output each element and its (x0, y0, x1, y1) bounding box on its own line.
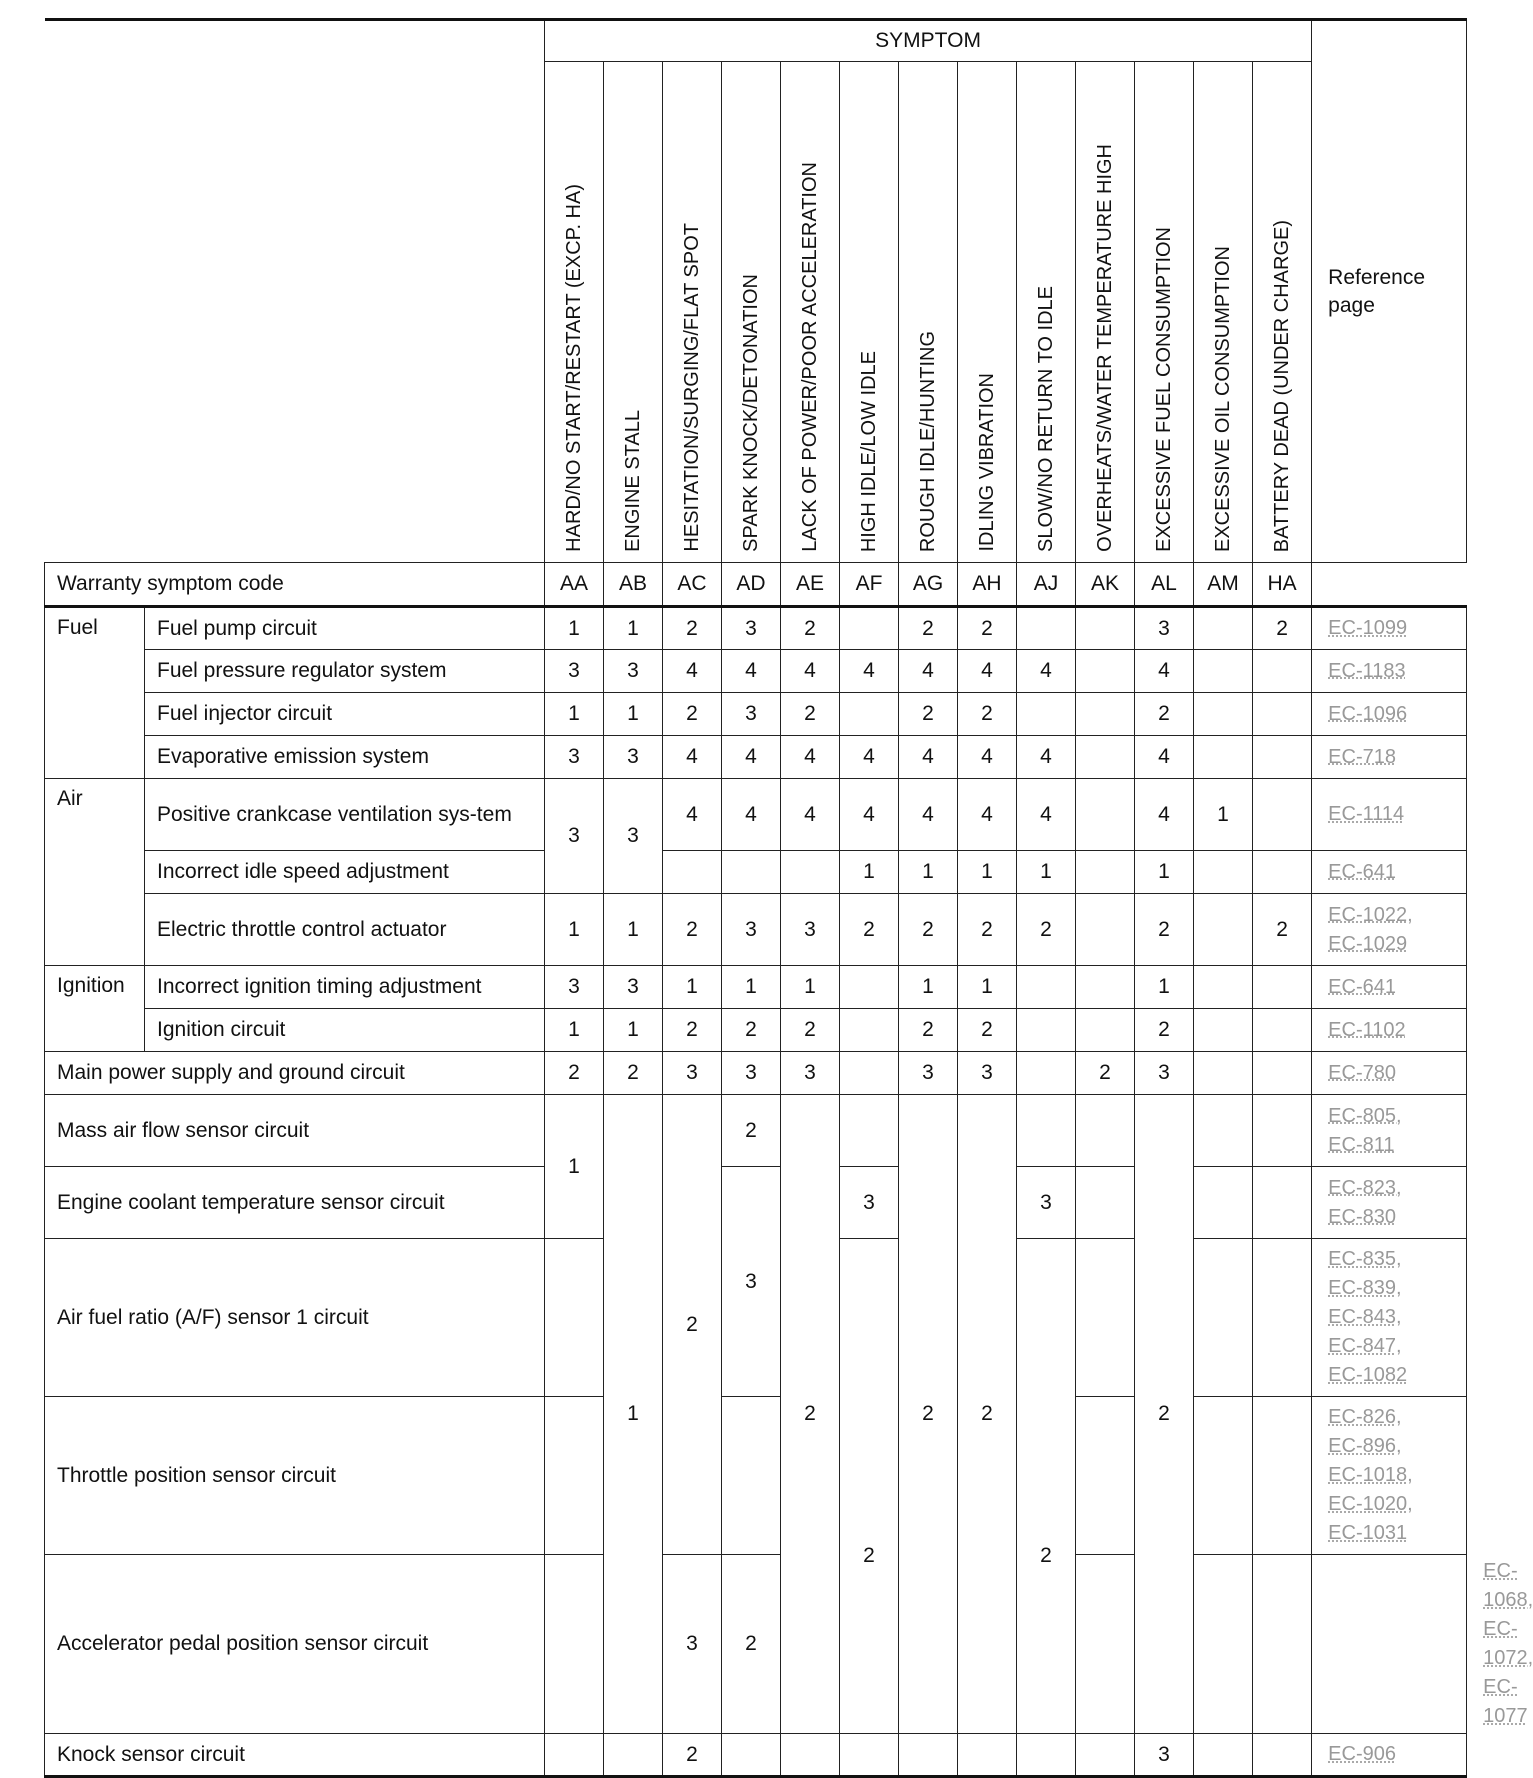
cell-value (840, 1095, 899, 1167)
cell-value: 4 (663, 779, 722, 851)
symptom-label-text: EXCESSIVE FUEL CONSUMPTION (1152, 227, 1175, 552)
cell-value: 4 (899, 650, 958, 693)
cell-value (899, 1734, 958, 1777)
table-row-fuel-pump (45, 607, 1467, 650)
row-label: Incorrect idle speed adjustment (145, 851, 545, 894)
cell-value: 1 (663, 966, 722, 1009)
cell-value (840, 1052, 899, 1095)
cell-value: 3 (899, 1052, 958, 1095)
table-row-fuel-pressure (45, 650, 1467, 693)
row-label: Evaporative emission system (145, 736, 545, 779)
cell-value: 3 (545, 736, 604, 779)
table-row-pcv (45, 779, 1467, 851)
ref-link[interactable]: EC-826, (1328, 1406, 1402, 1428)
ref-link[interactable]: EC-847, (1328, 1335, 1402, 1357)
cell-value (1076, 693, 1135, 736)
cell-value: 2 (663, 693, 722, 736)
cell-value (1194, 736, 1253, 779)
cell-value (1076, 1397, 1135, 1555)
reference-links[interactable] (1312, 894, 1467, 966)
symptom-label-ak (1076, 62, 1135, 563)
cell-value (1194, 966, 1253, 1009)
cell-value: 3 (1135, 1734, 1194, 1777)
symptom-code-af: AF (840, 563, 899, 607)
cell-value: 2 (722, 1095, 781, 1167)
cell-value (1253, 1009, 1312, 1052)
cell-value: 2 (781, 1095, 840, 1734)
symptom-label-text: OVERHEATS/WATER TEMPERATURE HIGH (1093, 144, 1116, 552)
row-label: Incorrect ignition timing adjustment (145, 966, 545, 1009)
cell-value (1253, 966, 1312, 1009)
ref-link[interactable]: EC-1018, (1328, 1464, 1413, 1486)
reference-links[interactable] (1312, 1734, 1467, 1777)
row-label: Ignition circuit (145, 1009, 545, 1052)
cell-value: 2 (663, 894, 722, 966)
cell-value (1194, 1397, 1253, 1555)
cell-value (958, 1734, 1017, 1777)
cell-value (1076, 650, 1135, 693)
row-label: Mass air flow sensor circuit (45, 1095, 545, 1167)
ref-link[interactable]: EC-843, (1328, 1306, 1402, 1328)
cell-value: 3 (604, 736, 663, 779)
symptom-header: SYMPTOM (545, 20, 1312, 62)
ref-link[interactable]: EC-641 (1328, 860, 1396, 883)
table-row-knock (45, 1734, 1467, 1777)
ref-link[interactable]: EC-1022, (1328, 903, 1413, 926)
cell-value: 1 (604, 894, 663, 966)
reference-links[interactable] (1312, 851, 1467, 894)
cell-value (840, 1734, 899, 1777)
cell-value (1194, 1095, 1253, 1167)
row-label: Fuel pump circuit (145, 607, 545, 650)
symptom-code-ak: AK (1076, 563, 1135, 607)
table-row-evap (45, 736, 1467, 779)
symptom-label-text: HIGH IDLE/LOW IDLE (857, 350, 880, 552)
row-label: Air fuel ratio (A/F) sensor 1 circuit (45, 1239, 545, 1397)
cell-value: 4 (958, 779, 1017, 851)
cell-value (1194, 693, 1253, 736)
cell-value: 4 (840, 650, 899, 693)
cell-value: 2 (899, 1009, 958, 1052)
cell-value: 2 (899, 1095, 958, 1734)
cell-value: 4 (663, 650, 722, 693)
reference-page-header: Reference page (1312, 20, 1467, 563)
symptom-code-aj: AJ (1017, 563, 1076, 607)
symptom-label-ac (663, 62, 722, 563)
cell-value: 2 (958, 894, 1017, 966)
cell-value: 2 (722, 1555, 781, 1734)
cell-value (1253, 736, 1312, 779)
cell-value: 4 (722, 736, 781, 779)
cell-value: 3 (840, 1167, 899, 1239)
cell-value: 4 (1017, 736, 1076, 779)
cell-value (545, 1555, 604, 1734)
reference-links[interactable] (1312, 1397, 1467, 1555)
cell-value: 4 (958, 736, 1017, 779)
symptom-label-am (1194, 62, 1253, 563)
cell-value: 4 (958, 650, 1017, 693)
symptom-label-text: BATTERY DEAD (UNDER CHARGE) (1270, 219, 1293, 552)
cell-value (840, 1009, 899, 1052)
reference-links[interactable] (1312, 966, 1467, 1009)
symptom-code-ac: AC (663, 563, 722, 607)
cell-value: 4 (899, 779, 958, 851)
cell-value: 2 (1253, 607, 1312, 650)
cell-value (1076, 851, 1135, 894)
cell-value: 4 (781, 779, 840, 851)
cell-value (722, 1734, 781, 1777)
cell-value: 4 (781, 736, 840, 779)
symptom-label-text: LACK OF POWER/POOR ACCELERATION (798, 162, 821, 552)
symptom-label-ag (899, 62, 958, 563)
cell-value (1253, 1239, 1312, 1397)
symptom-label-ha (1253, 62, 1312, 563)
symptom-label-text: SPARK KNOCK/DETONATION (739, 274, 762, 552)
row-label: Fuel injector circuit (145, 693, 545, 736)
symptom-label-al (1135, 62, 1194, 563)
symptom-label-aa (545, 62, 604, 563)
cell-value (1076, 607, 1135, 650)
reference-links[interactable] (1312, 1239, 1467, 1397)
cell-value (1253, 1167, 1312, 1239)
ref-link[interactable]: EC-1099 (1328, 617, 1408, 639)
cell-value (1194, 894, 1253, 966)
cell-value: 4 (899, 736, 958, 779)
cell-value: 2 (840, 894, 899, 966)
ref-link[interactable]: EC-641 (1328, 975, 1396, 998)
cell-value: 3 (958, 1052, 1017, 1095)
reference-links[interactable] (1312, 1095, 1467, 1167)
cell-value: 1 (545, 1009, 604, 1052)
symptom-label-text: HARD/NO START/RESTART (EXCP. HA) (562, 184, 585, 552)
cell-value: 2 (1253, 894, 1312, 966)
cell-value: 1 (958, 851, 1017, 894)
ref-link[interactable]: EC-780 (1328, 1061, 1396, 1084)
cell-value (840, 607, 899, 650)
group-ignition-label: Ignition (45, 966, 145, 1052)
symptom-label-text: HESITATION/SURGING/FLAT SPOT (680, 223, 703, 552)
cell-value: 1 (840, 851, 899, 894)
cell-value (545, 1734, 604, 1777)
cell-value: 1 (545, 894, 604, 966)
cell-value: 1 (545, 607, 604, 650)
cell-value (1194, 851, 1253, 894)
cell-value: 4 (663, 736, 722, 779)
cell-value: 2 (1135, 1095, 1194, 1734)
cell-value: 2 (1135, 693, 1194, 736)
symptom-label-aj (1017, 62, 1076, 563)
cell-value (1017, 1095, 1076, 1167)
reference-links[interactable] (1312, 650, 1467, 693)
cell-value: 4 (1017, 650, 1076, 693)
ref-link[interactable]: EC-1114 (1328, 803, 1405, 825)
cell-value (722, 1397, 781, 1555)
symptom-label-ah (958, 62, 1017, 563)
cell-value: 4 (1135, 650, 1194, 693)
cell-value (1194, 607, 1253, 650)
symptom-code-ag: AG (899, 563, 958, 607)
reference-links[interactable] (1312, 607, 1467, 650)
cell-value: 2 (1017, 1239, 1076, 1734)
cell-value (781, 1734, 840, 1777)
cell-value (545, 1397, 604, 1555)
cell-value (604, 1734, 663, 1777)
table-row-etc (45, 894, 1467, 966)
cell-value (1253, 1734, 1312, 1777)
cell-value: 4 (781, 650, 840, 693)
warranty-code-row (45, 563, 1467, 607)
cell-value: 2 (1135, 894, 1194, 966)
cell-value: 2 (958, 1009, 1017, 1052)
cell-value (1194, 1052, 1253, 1095)
symptom-code-al: AL (1135, 563, 1194, 607)
cell-value: 1 (1135, 966, 1194, 1009)
table-row-apps: Accelerator pedal position sensor circuit 3 2 EC-1068, EC-1072, EC-1077 (45, 1555, 1467, 1734)
symptom-label-text: IDLING VIBRATION (975, 373, 998, 552)
cell-value: 4 (840, 779, 899, 851)
symptom-label-ae (781, 62, 840, 563)
cell-value: 3 (781, 894, 840, 966)
table-row-tps (45, 1397, 1467, 1555)
cell-value: 1 (545, 693, 604, 736)
cell-value: 2 (958, 607, 1017, 650)
cell-value: 2 (1017, 894, 1076, 966)
cell-value (1076, 1239, 1135, 1397)
cell-value (1253, 650, 1312, 693)
cell-value: 1 (1194, 779, 1253, 851)
symptom-label-af (840, 62, 899, 563)
symptom-code-aa: AA (545, 563, 604, 607)
cell-value: 4 (722, 779, 781, 851)
cell-value: 3 (722, 894, 781, 966)
cell-value: 3 (781, 1052, 840, 1095)
cell-value: 3 (545, 966, 604, 1009)
symptom-code-ad: AD (722, 563, 781, 607)
cell-value: 4 (1135, 736, 1194, 779)
cell-value: 1 (722, 966, 781, 1009)
cell-value: 2 (958, 1095, 1017, 1734)
cell-value (1194, 1239, 1253, 1397)
group-fuel-label: Fuel (45, 607, 145, 779)
cell-value: 1 (604, 1009, 663, 1052)
cell-value: 3 (604, 966, 663, 1009)
ref-link[interactable]: EC-896, (1328, 1435, 1402, 1457)
cell-value (545, 1239, 604, 1397)
cell-value: 2 (781, 693, 840, 736)
cell-value (1076, 1555, 1135, 1734)
cell-value: 1 (899, 851, 958, 894)
ref-link[interactable]: EC-1096 (1328, 702, 1408, 725)
cell-value (1076, 966, 1135, 1009)
cell-value: 4 (1017, 779, 1076, 851)
table-row-idle-adj (45, 851, 1467, 894)
cell-value (1253, 1095, 1312, 1167)
cell-value: 3 (722, 1052, 781, 1095)
cell-value: 2 (663, 607, 722, 650)
cell-value: 1 (545, 1095, 604, 1239)
cell-value: 2 (958, 693, 1017, 736)
cell-value: 3 (1135, 607, 1194, 650)
cell-value: 2 (604, 1052, 663, 1095)
cell-value (1253, 693, 1312, 736)
cell-value (1253, 851, 1312, 894)
cell-value: 2 (663, 1734, 722, 1777)
table-row-main-power (45, 1052, 1467, 1095)
row-label: Fuel pressure regulator system (145, 650, 545, 693)
cell-value: 2 (899, 894, 958, 966)
cell-value: 3 (545, 779, 604, 894)
ref-link[interactable]: EC-805, (1328, 1104, 1402, 1127)
cell-value (1076, 736, 1135, 779)
row-label: Electric throttle control actuator (145, 894, 545, 966)
cell-value: 4 (722, 650, 781, 693)
table-row-ect (45, 1167, 1467, 1239)
cell-value: 3 (663, 1052, 722, 1095)
cell-value (1076, 894, 1135, 966)
symptom-label-ab (604, 62, 663, 563)
row-label: Accelerator pedal position sensor circuit (45, 1555, 545, 1734)
cell-value (1253, 1555, 1312, 1734)
cell-value: 2 (545, 1052, 604, 1095)
warranty-symptom-code-label: Warranty symptom code (45, 563, 545, 607)
cell-value: 4 (1135, 779, 1194, 851)
cell-value (1194, 1009, 1253, 1052)
cell-value: 1 (958, 966, 1017, 1009)
cell-value: 1 (604, 1095, 663, 1734)
symptom-code-ae: AE (781, 563, 840, 607)
cell-value: 3 (604, 779, 663, 894)
cell-value: 2 (722, 1009, 781, 1052)
row-label: Knock sensor circuit (45, 1734, 545, 1777)
symptom-label-text: SLOW/NO RETURN TO IDLE (1034, 286, 1057, 552)
cell-value: 1 (899, 966, 958, 1009)
cell-value: 1 (604, 607, 663, 650)
cell-value (1076, 779, 1135, 851)
ref-link[interactable]: EC-1082 (1328, 1364, 1408, 1386)
symptom-label-text: ENGINE STALL (621, 410, 644, 552)
cell-value (1312, 1555, 1467, 1734)
cell-value: 3 (1135, 1052, 1194, 1095)
cell-value (1194, 1167, 1253, 1239)
row-label: Engine coolant temperature sensor circuit (45, 1167, 545, 1239)
cell-value: 1 (1017, 851, 1076, 894)
reference-links[interactable] (1312, 779, 1467, 851)
cell-value: 2 (663, 1095, 722, 1555)
cell-value: 3 (1017, 1167, 1076, 1239)
ref-link[interactable]: EC-1183 (1328, 659, 1406, 682)
cell-value (781, 851, 840, 894)
table-row-ign-circuit (45, 1009, 1467, 1052)
diagnosis-table-wrapper (44, 18, 1533, 1778)
cell-value (840, 966, 899, 1009)
ref-link[interactable]: EC-823, (1328, 1176, 1402, 1199)
cell-value: 4 (840, 736, 899, 779)
row-label: Throttle position sensor circuit (45, 1397, 545, 1555)
cell-value: 3 (722, 693, 781, 736)
ref-link[interactable]: EC-906 (1328, 1743, 1396, 1765)
cell-value: 2 (899, 693, 958, 736)
cell-value: 2 (663, 1009, 722, 1052)
cell-value: 2 (781, 607, 840, 650)
cell-value (1017, 607, 1076, 650)
reference-links[interactable] (1312, 736, 1467, 779)
symptom-label-ad (722, 62, 781, 563)
ref-link[interactable]: EC-1031 (1328, 1522, 1408, 1544)
row-label: Main power supply and ground circuit (45, 1052, 545, 1095)
row-label: Positive crankcase ventilation sys-tem (145, 779, 545, 851)
table-row-maf (45, 1095, 1467, 1167)
cell-value (1253, 1397, 1312, 1555)
ref-link[interactable]: EC-811 (1328, 1133, 1395, 1156)
ref-link[interactable]: EC-1029 (1328, 932, 1408, 955)
symptom-label-text: ROUGH IDLE/HUNTING (916, 330, 939, 552)
cell-value: 1 (604, 693, 663, 736)
ref-link[interactable]: EC-835, (1328, 1248, 1402, 1270)
cell-value (840, 693, 899, 736)
cell-value: 3 (663, 1555, 722, 1734)
cell-value (1017, 1734, 1076, 1777)
cell-value (1194, 1734, 1253, 1777)
cell-value (1017, 1009, 1076, 1052)
cell-value: 3 (722, 607, 781, 650)
cell-value: 2 (899, 607, 958, 650)
table-row-fuel-injector (45, 693, 1467, 736)
cell-value: 3 (722, 1167, 781, 1397)
corner-blank (45, 20, 545, 563)
cell-value (1076, 1167, 1135, 1239)
symptom-label-text: EXCESSIVE OIL CONSUMPTION (1211, 246, 1234, 552)
reference-links[interactable] (1312, 1167, 1467, 1239)
cell-value (1076, 1009, 1135, 1052)
cell-value (1253, 779, 1312, 851)
cell-value (1017, 693, 1076, 736)
reference-links[interactable] (1312, 1052, 1467, 1095)
cell-value (1194, 1555, 1253, 1734)
cell-value: 1 (781, 966, 840, 1009)
cell-value: 2 (1135, 1009, 1194, 1052)
cell-value (1076, 1095, 1135, 1167)
cell-value: 2 (1076, 1052, 1135, 1095)
cell-value: 2 (840, 1239, 899, 1734)
cell-value: 3 (545, 650, 604, 693)
cell-value: 1 (1135, 851, 1194, 894)
symptom-code-am: AM (1194, 563, 1253, 607)
symptom-code-ab: AB (604, 563, 663, 607)
ref-link[interactable]: EC-839, (1328, 1277, 1402, 1299)
cell-value (1076, 1734, 1135, 1777)
cell-value (663, 851, 722, 894)
cell-value: 3 (604, 650, 663, 693)
cell-value (1017, 1052, 1076, 1095)
reference-links[interactable] (1312, 693, 1467, 736)
symptom-code-ah: AH (958, 563, 1017, 607)
group-air-label: Air (45, 779, 145, 966)
ref-link[interactable]: EC-718 (1328, 745, 1396, 768)
cell-value (1253, 1052, 1312, 1095)
cell-value (1017, 966, 1076, 1009)
symptom-code-ha: HA (1253, 563, 1312, 607)
ref-link[interactable]: EC-830 (1328, 1205, 1396, 1228)
symptom-matrix-table (44, 18, 1533, 1778)
cell-value (1194, 650, 1253, 693)
cell-value: 2 (781, 1009, 840, 1052)
table-row-ign-timing (45, 966, 1467, 1009)
cell-value (722, 851, 781, 894)
ref-link[interactable]: EC-1102 (1328, 1018, 1406, 1041)
reference-links[interactable] (1312, 1009, 1467, 1052)
ref-link[interactable]: EC-1020, (1328, 1493, 1413, 1515)
